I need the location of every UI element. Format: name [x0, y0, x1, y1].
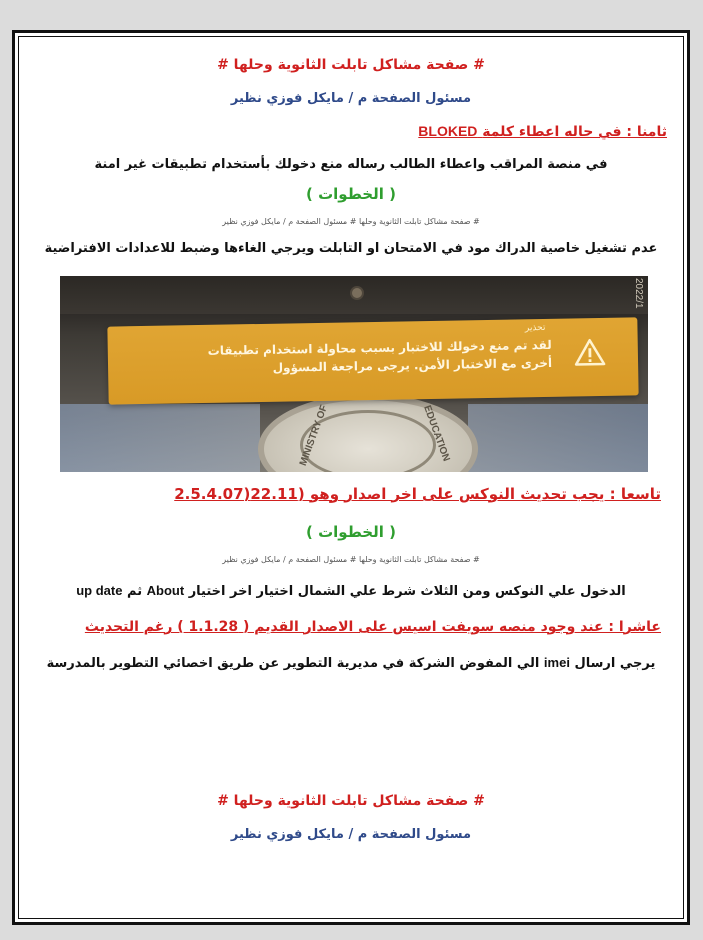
section10-instruction-suffix: الي المفوض الشركة في مديرية التطوير عن طريق اخصائي التطوير بالمدرسة — [46, 656, 540, 671]
section8-description: في منصة المراقب واعطاء الطالب رساله منع دخولك بأستخدام تطبيقات غير امنة — [94, 157, 608, 172]
page-admin-footer: مسئول الصفحة م / مايكل فوزي نظير — [230, 827, 472, 842]
warning-triangle-icon — [574, 338, 606, 367]
warning-line-1: لقد تم منع دخولك للاختبار بسبب محاولة استخدام تطبيقات — [207, 337, 552, 358]
section9-instruction-prefix: الدخول علي النوكس ومن الثلاث شرط علي الشمال اختيار اخر اختيار — [188, 584, 626, 599]
warning-text — [208, 336, 553, 378]
page-name-header: # صفحة مشاكل تابلت الثانوية وحلها # — [217, 57, 485, 73]
warning-dialog — [107, 317, 638, 404]
camera-dot — [350, 286, 364, 300]
section8-instruction: عدم تشغيل خاصية الدراك مود في الامتحان او التابلت ويرجي الغاءها وضبط للاعدادات الافتراضية — [44, 241, 658, 256]
section9-instruction — [35, 583, 667, 599]
warning-title: تحذير — [524, 322, 546, 334]
section9-about: About — [146, 583, 185, 598]
ministry-seal — [258, 394, 478, 472]
tablet-screenshot-photo — [60, 276, 648, 472]
photo-blue-right — [468, 404, 648, 472]
section10-imei: imei — [543, 655, 570, 670]
page-admin-header: مسئول الصفحة م / مايكل فوزي نظير — [230, 91, 472, 106]
section9-watermark: # صفحة مشاكل تابلت الثانوية وحلها # مسئول الصفحة م / مايكل فوزي نظير — [222, 555, 480, 564]
section9-update: up date — [76, 583, 123, 598]
section10-heading: عاشرا : عند وجود منصه سويفت اسيس على الاصدار القديم ( 1.1.28 ) رغم التحديث — [84, 619, 661, 635]
section10-instruction-prefix: يرجي ارسال — [574, 656, 656, 671]
section8-watermark: # صفحة مشاكل تابلت الثانوية وحلها # مسئول الصفحة م / مايكل فوزي نظير — [222, 217, 480, 226]
section9-heading: تاسعا : يجب تحديث النوكس على اخر اصدار وهو (22.11(2.5.4.07 — [174, 485, 661, 503]
section8-steps-label: ( الخطوات ) — [306, 185, 396, 203]
page-name-footer: # صفحة مشاكل تابلت الثانوية وحلها # — [217, 793, 485, 809]
section10-instruction — [35, 655, 667, 671]
section9-then: ثم — [127, 584, 143, 599]
photo-side-date: 2022/1 — [633, 278, 644, 309]
section8-heading-prefix: ثامنا : في حاله اعطاء كلمة — [482, 124, 667, 140]
seal-text-left: MINISTRY OF — [297, 403, 331, 468]
section9-steps-label: ( الخطوات ) — [306, 523, 396, 541]
section8-heading — [35, 123, 667, 140]
warning-line-2: أخرى مع الاختبار الأمن. يرجى مراجعة المسؤول — [272, 355, 553, 375]
section8-heading-keyword: BLOKED — [418, 123, 478, 139]
photo-blue-left — [60, 404, 260, 472]
seal-text-right: EDUCATION — [421, 404, 452, 463]
document-page — [12, 30, 690, 925]
